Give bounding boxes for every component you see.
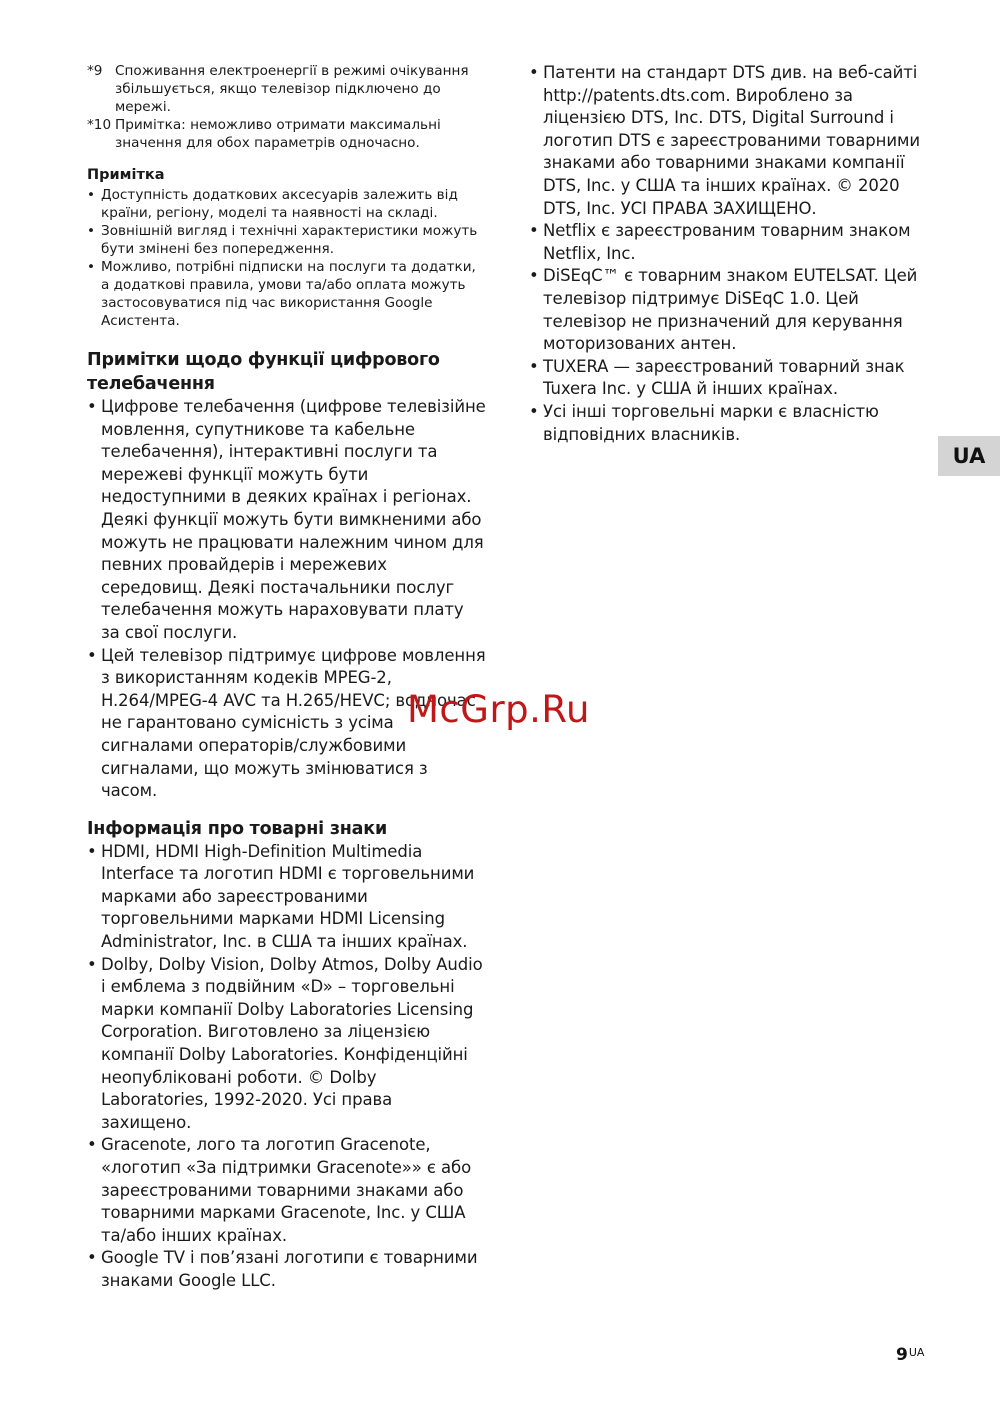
list-item: • Dolby, Dolby Vision, Dolby Atmos, Dolby Audio і емблема з подвійним «D» – торговельні марки компанії Dolby Laboratories Licensing Corporation. Виготовлено за ліцензією компанії Dolby Laboratories. Конфіденційні неопубліковані роботи. © Dolby Laboratories, 1992-2020. Усі права захищено. (87, 954, 487, 1135)
footnote-text: Споживання електроенергії в режимі очікування збільшується, якщо телевізор підключено до мережі. (115, 63, 469, 115)
footnote-mark: *10 (87, 117, 112, 133)
list-item: • Усі інші торговельні марки є власністю відповідних власників. (529, 401, 929, 446)
list-item: • Google TV і пов’язані логотипи є товарними знаками Google LLC. (87, 1247, 487, 1292)
page-number-value: 9 (896, 1345, 908, 1365)
right-column (529, 62, 929, 446)
section-heading-digital-tv: Примітки щодо функції цифрового телебачення (87, 350, 440, 394)
watermark: McGrp.Ru (407, 688, 590, 731)
footnote-mark: *9 (87, 63, 103, 79)
list-item: • Gracenote, лого та логотип Gracenote, «логотип «За підтримки Gracenote»» є або зареєстрованими товарними знаками або товарними марками Gracenote, Inc. у США та/або інших країнах. (87, 1134, 487, 1247)
section-heading-trademarks: Інформація про товарні знаки (87, 818, 388, 839)
footnote-text: Примітка: неможливо отримати максимальні значення для обох параметрів одночасно. (115, 117, 441, 151)
language-tab: UA (938, 436, 1000, 476)
list-item: • Netflix є зареєстрованим товарним знаком Netflix, Inc. (529, 220, 929, 265)
note-title: Примітка (87, 167, 165, 183)
note-list (87, 186, 487, 330)
page-number (896, 1345, 924, 1365)
list-item: • Можливо, потрібні підписки на послуги та додатки, а додаткові правила, умови та/або оплата можуть застосовуватися під час використання Google Асистента. (87, 258, 487, 330)
left-column (87, 62, 487, 1293)
list-item: • Цифрове телебачення (цифрове телевізійне мовлення, супутникове та кабельне телебачення), інтерактивні послуги та мережеві функції можуть бути недоступними в деяких країнах і регіонах. Деякі функції можуть бути вимкненими або можуть не працювати належним чином для певних провайдерів і мережевих середовищ. Деякі постачальники послуг телебачення можуть нараховувати плату за свої послуги. (87, 396, 487, 645)
footnote-10 (87, 116, 487, 152)
footnote-9 (87, 62, 487, 116)
list-item: • HDMI, HDMI High-Definition Multimedia Interface та логотип HDMI є торговельними марками або зареєстрованими торговельними марками HDMI Licensing Administrator, Inc. в США та інших країнах. (87, 841, 487, 954)
list-item: • Зовнішній вигляд і технічні характеристики можуть бути змінені без попередження. (87, 222, 487, 258)
list-item: • Патенти на стандарт DTS див. на веб-сайті http://patents.dts.com. Вироблено за ліцензією DTS, Inc. DTS, Digital Surround і логотип DTS є зареєстрованими товарними знаками або товарними знаками компанії DTS, Inc. у США та інших країнах. © 2020 DTS, Inc. УСІ ПРАВА ЗАХИЩЕНО. (529, 62, 929, 220)
list-item: • Цей телевізор підтримує цифрове мовлення з використанням кодеків MPEG-2, H.264/MPEG-4 AVC та H.265/HEVC; водночас не гарантовано сумісність з усіма сигналами операторів/службовими сигналами, що можуть змінюватися з часом. (87, 645, 487, 803)
list-item: • Доступність додаткових аксесуарів залежить від країни, регіону, моделі та наявності на складі. (87, 186, 487, 222)
list-item: • TUXERA — зареєстрований товарний знак Tuxera Inc. у США й інших країнах. (529, 356, 929, 401)
digital-tv-list (87, 396, 487, 803)
trademarks-list (87, 841, 487, 1293)
page-number-suffix: UA (908, 1346, 925, 1359)
list-item: • DiSEqC™ є товарним знаком EUTELSAT. Цей телевізор підтримує DiSEqC 1.0. Цей телевізор не призначений для керування моторизованих антен. (529, 265, 929, 355)
trademarks-list-continued (529, 62, 929, 446)
